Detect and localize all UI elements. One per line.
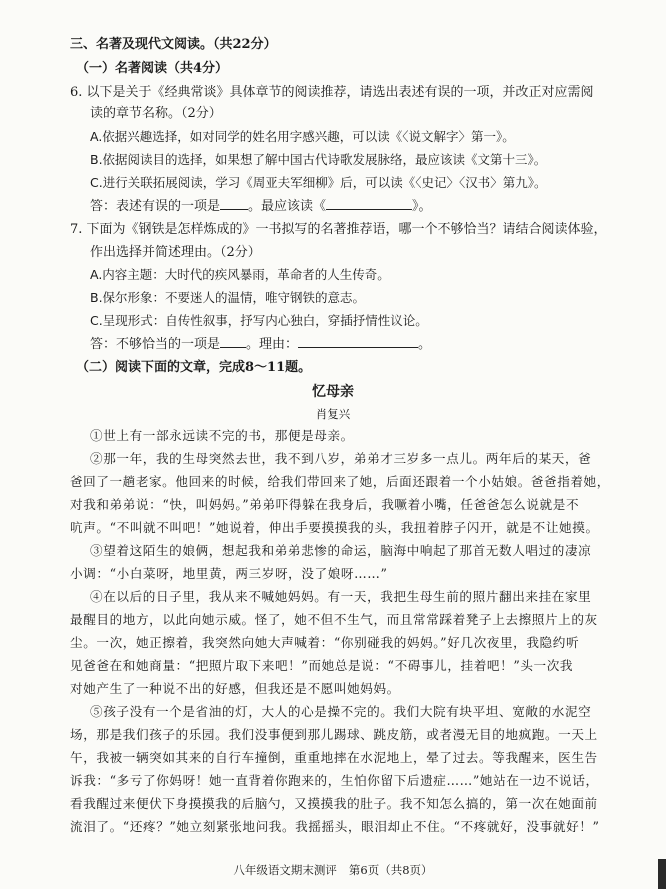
article-line: ②那一年，我的生母突然去世，我不到八岁，弟弟才三岁多一点儿。两年后的某天，爸 — [90, 451, 592, 466]
q7-option-b: B.保尔形象：不要迷人的温情，唯守钢铁的意志。 — [90, 290, 366, 305]
q6-answer-suffix: 》。 — [412, 199, 432, 214]
article-line: 流泪了。“还疼？”她立刻紧张地问我。我摇摇头，眼泪却止不住。“不疼就好，没事就好！” — [70, 819, 600, 834]
q6-line2: 读的章节名称。（2分） — [90, 106, 222, 121]
article-line: ⑤孩子没有一个是省油的灯，大人的心是操不完的。我们大院有块平坦、宽敞的水泥空 — [90, 704, 592, 719]
article-line: 诉我：“多亏了你妈呀！她一直背着你跑来的，生怕你留下后遗症……”她站在一边不说话， — [70, 773, 599, 788]
article-line: ①世上有一部永远读不完的书，那便是母亲。 — [90, 428, 354, 443]
article-title: 忆母亲 — [312, 384, 354, 400]
article-line: 最醒目的地方，以此向她示威。怪了，她不但不生气，而且常常踩着凳子上去擦照片上的灰 — [70, 612, 598, 627]
q7-blank-reason[interactable] — [298, 335, 418, 348]
q7-answer-suffix: 。 — [418, 337, 432, 352]
q6-answer-prefix: 答：表述有误的一项是 — [90, 199, 221, 214]
q6-blank-chapter[interactable] — [326, 197, 412, 210]
footer-exam-name: 八年级语文期末测评 — [233, 863, 337, 877]
part2-title: （二）阅读下面的文章，完成8～11题。 — [76, 360, 312, 375]
q6-line1: 6. 以下是关于《经典常谈》具体章节的阅读推荐，请选出表述有误的一项，并改正对应需阅 — [70, 85, 594, 100]
article-author: 肖复兴 — [315, 407, 351, 421]
article-line: 午，我被一辆突如其来的自行车撞倒，重重地摔在水泥地上，晕了过去。等我醒来，医生告 — [70, 750, 598, 765]
article-line: ③望着这陌生的娘俩，想起我和弟弟悲惨的命运，脑海中响起了那首无数人唱过的凄凉 — [90, 543, 592, 558]
article-line: 爸回了一趟老家。他回来的时候，给我们带回来了她，后面还跟着一个小姑娘。爸爸指着她， — [70, 474, 610, 489]
q7-option-a: A.内容主题：大时代的疾风暴雨，革命者的人生传奇。 — [90, 267, 390, 282]
scan-edge-shadow — [658, 859, 666, 889]
q7-line1: 7. 下面为《钢铁是怎样炼成的》一书拟写的名著推荐语，哪一个不够恰当？请结合阅读体验， — [70, 222, 607, 237]
article-line: ④在以后的日子里，我从来不喊她妈妈。有一天，我把生母生前的照片翻出来挂在家里 — [90, 589, 592, 604]
q7-blank-option[interactable] — [220, 335, 246, 348]
q6-blank-option[interactable] — [220, 197, 248, 210]
page-footer — [0, 862, 666, 878]
q7-answer-line — [90, 335, 431, 354]
article-line: 小调：“小白菜呀，地里黄，两三岁呀，没了娘呀……” — [70, 566, 388, 581]
article-line: 见爸爸在和她商量：“把照片取下来吧！”而她总是说：“不碍事儿，挂着吧！”头一次我 — [70, 658, 574, 673]
q7-option-c: C.呈现形式：自传性叙事，抒写内心独白，穿插抒情性议论。 — [90, 313, 428, 328]
q7-answer-middle: 。理由： — [246, 337, 299, 352]
part1-title: （一）名著阅读（共4分） — [76, 61, 229, 76]
q7-line2: 作出选择并简述理由。（2分） — [90, 245, 261, 260]
article-line: 对我和弟弟说：“快，叫妈妈。”弟弟吓得躲在我身后，我噘着小嘴，任爸爸怎么说就是不 — [70, 497, 580, 512]
q6-option-b: B.依据阅读目的选择，如果想了解中国古代诗歌发展脉络，最应该读《文第十三》。 — [90, 152, 547, 167]
q6-answer-middle: 。最应该读《 — [248, 199, 327, 214]
q7-answer-prefix: 答：不够恰当的一项是 — [90, 337, 221, 352]
section3-title: 三、名著及现代文阅读。（共22分） — [70, 37, 277, 52]
article-line: 对她产生了一种说不出的好感，但我还是不愿叫她妈妈。 — [70, 681, 400, 696]
article-line: 吭声。“不叫就不叫吧！”她说着，伸出手要摸摸我的头，我扭着脖子闪开，就是不让她摸。 — [70, 520, 599, 535]
q6-option-c: C.进行关联拓展阅读，学习《周亚夫军细柳》后，可以读《〈史记〉〈汉书〉第九》。 — [90, 175, 547, 190]
footer-page-number: 第6页（共8页） — [348, 863, 433, 877]
article-line: 尘。一次，她正擦着，我突然向她大声喊着：“你别碰我的妈妈。”好几次夜里，我隐约听 — [70, 635, 580, 650]
article-line: 场，那是我们孩子的乐园。我们没事便到那儿踢球、跳皮筋，或者漫无目的地疯跑。一天上 — [70, 727, 598, 742]
q6-answer-line — [90, 197, 432, 216]
q6-option-a: A.依据兴趣选择，如对同学的姓名用字感兴趣，可以读《〈说文解字〉第一》。 — [90, 129, 515, 144]
article-line: 看我醒过来便伏下身摸摸我的后脑勺，又摸摸我的肚子。我不知怎么搞的，第一次在她面前 — [70, 796, 598, 811]
